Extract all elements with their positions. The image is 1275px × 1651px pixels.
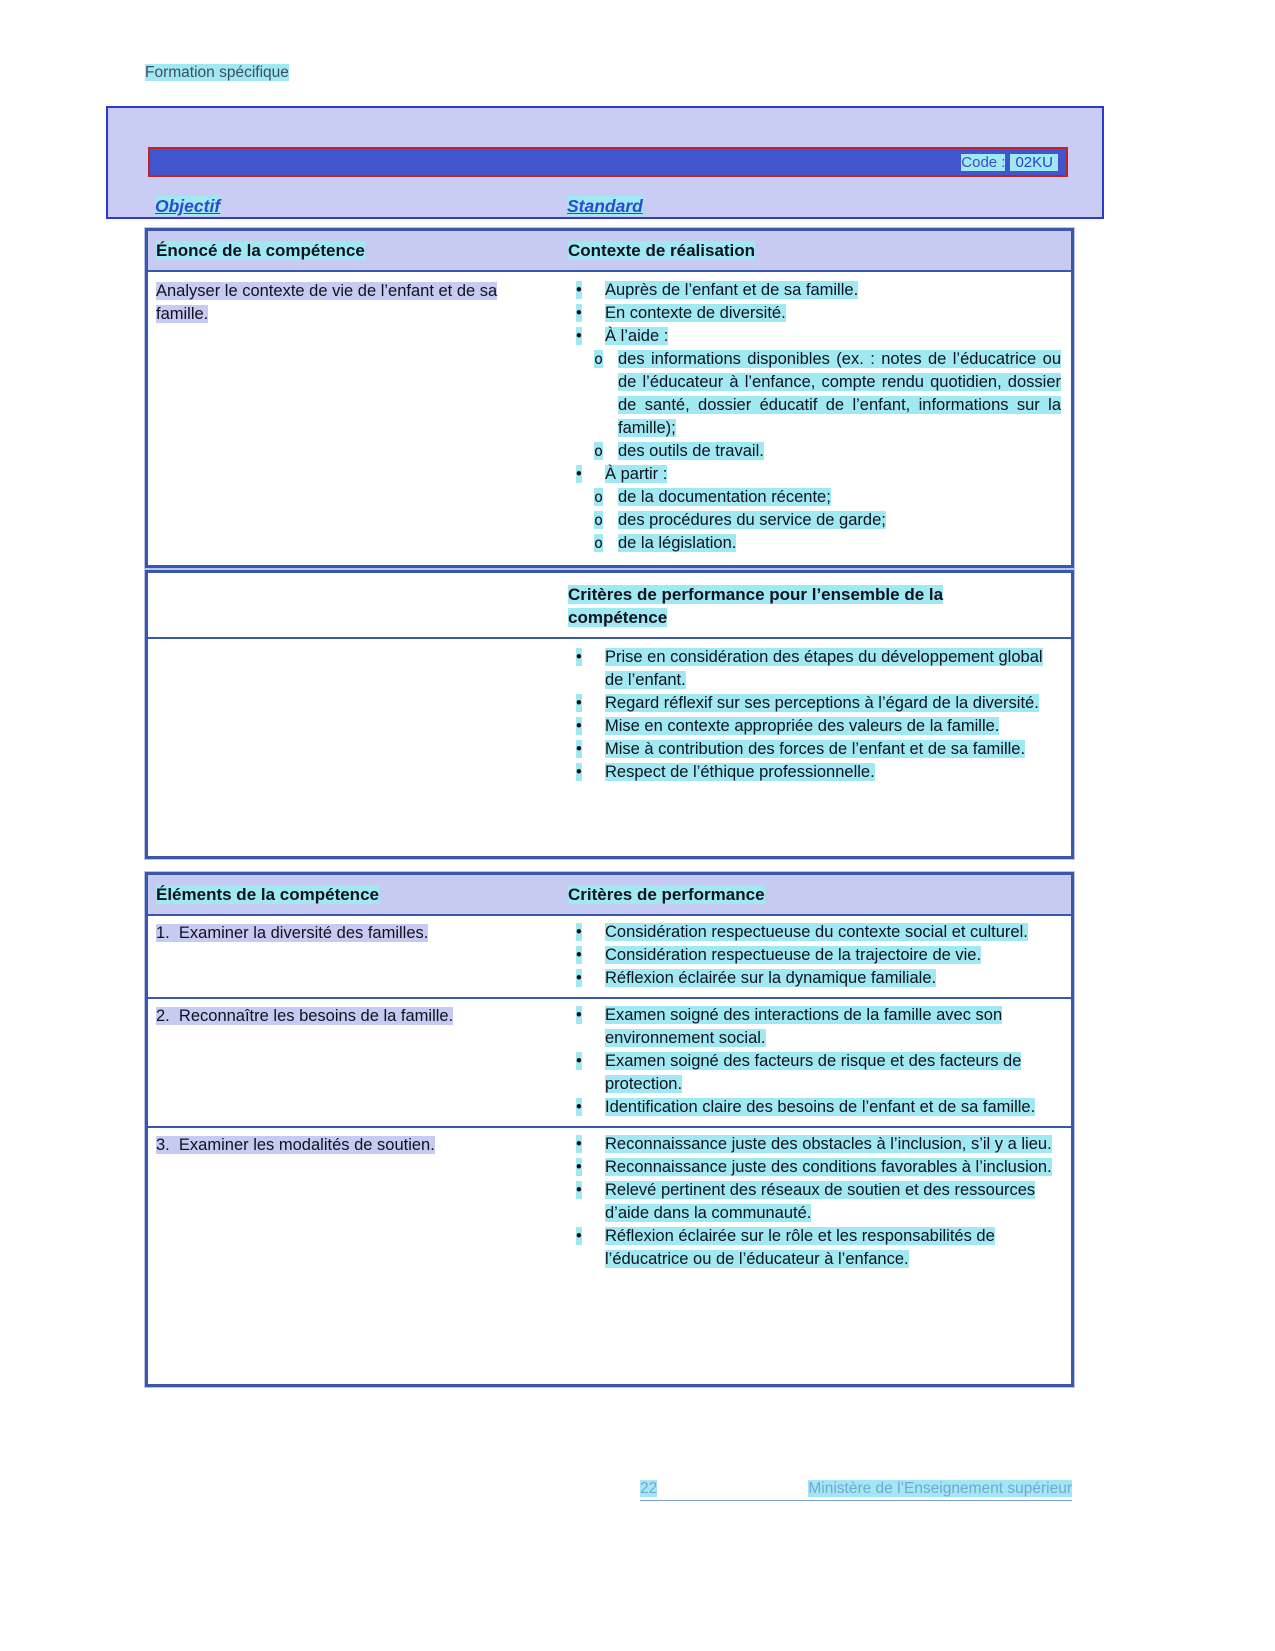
objectif-heading	[155, 196, 220, 217]
col-header-criteres	[568, 883, 1063, 906]
list-item	[568, 738, 1061, 761]
circle-marker: o	[594, 442, 604, 460]
element-row-3	[148, 1126, 1071, 1278]
list-item	[568, 348, 1061, 440]
list-item	[568, 463, 1061, 486]
list-item-text: des procédures du service de garde;	[618, 511, 886, 529]
list-item-text: Prise en considération des étapes du développement global de l’enfant.	[605, 648, 1043, 689]
circle-marker: o	[594, 511, 604, 529]
elements-table-header-row	[148, 875, 1071, 916]
element-criteria-list	[568, 921, 1061, 990]
code-value: 02KU	[1010, 154, 1058, 171]
list-item-text: Auprès de l’enfant et de sa famille.	[605, 281, 859, 299]
title-banner	[148, 147, 1068, 177]
list-item	[568, 921, 1061, 944]
overall-criteria-body	[148, 639, 1071, 794]
standard-heading	[567, 196, 643, 217]
list-item-text: Réflexion éclairée sur le rôle et les responsabilités de l’éducatrice ou de l’éducateur à l’enfance.	[605, 1227, 995, 1268]
circle-marker: o	[594, 534, 604, 552]
list-item	[568, 302, 1061, 325]
competence-statement: Analyser le contexte de vie de l’enfant et de sa famille.	[156, 282, 498, 323]
bullet-marker: •	[576, 694, 582, 712]
list-item	[568, 1050, 1061, 1096]
list-item	[568, 944, 1061, 967]
list-item	[568, 692, 1061, 715]
circle-marker: o	[594, 488, 604, 506]
standard-heading-text: Standard	[567, 196, 643, 216]
overall-criteria-header	[568, 583, 1063, 629]
element-label: 2. Reconnaître les besoins de la famille.	[156, 1007, 454, 1025]
list-item-text: Identification claire des besoins de l’enfant et de sa famille.	[605, 1098, 1036, 1116]
list-item	[568, 1156, 1061, 1179]
list-item-text: Reconnaissance juste des obstacles à l’inclusion, s’il y a lieu.	[605, 1135, 1052, 1153]
element-row-2	[148, 997, 1071, 1126]
list-item-text: À l’aide :	[605, 327, 669, 345]
overall-criteria-list	[568, 646, 1061, 784]
element-criteria-list	[568, 1004, 1061, 1119]
bullet-marker: •	[576, 327, 582, 345]
bullet-marker: •	[576, 1227, 582, 1245]
list-item-text: Mise en contexte appropriée des valeurs de la famille.	[605, 717, 1000, 735]
page-footer	[640, 1480, 1072, 1501]
elements-criteria-table	[145, 872, 1074, 1387]
element-label-cell	[156, 921, 568, 990]
empty-header-cell	[156, 583, 568, 629]
bullet-marker: •	[576, 304, 582, 322]
bullet-marker: •	[576, 740, 582, 758]
bullet-marker: •	[576, 465, 582, 483]
bullet-marker: •	[576, 648, 582, 666]
bullet-marker: •	[576, 1158, 582, 1176]
overall-criteria-header-row	[148, 573, 1071, 639]
list-item-text: de la documentation récente;	[618, 488, 831, 506]
list-item-text: Reconnaissance juste des conditions favorables à l’inclusion.	[605, 1158, 1052, 1176]
col-header-enonce	[156, 239, 568, 262]
bullet-marker: •	[576, 1098, 582, 1116]
circle-marker: o	[594, 350, 604, 368]
col-header-enonce-text: Énoncé de la compétence	[156, 241, 365, 260]
ministry-name-text: Ministère de l’Enseignement supérieur	[808, 1480, 1072, 1497]
list-item-text: de la législation.	[618, 534, 737, 552]
bullet-marker: •	[576, 1181, 582, 1199]
col-header-elements	[156, 883, 568, 906]
list-item-text: En contexte de diversité.	[605, 304, 786, 322]
list-item	[568, 1004, 1061, 1050]
col-header-contexte-text: Contexte de réalisation	[568, 241, 756, 260]
list-item-text: Relevé pertinent des réseaux de soutien et des ressources d’aide dans la communauté.	[605, 1181, 1036, 1222]
list-item-text: Examen soigné des interactions de la famille avec son environnement social.	[605, 1006, 1003, 1047]
list-item	[568, 532, 1061, 555]
list-item-text: Mise à contribution des forces de l’enfant et de sa famille.	[605, 740, 1026, 758]
list-item	[568, 279, 1061, 302]
competence-statement-cell	[156, 279, 568, 555]
bullet-marker: •	[576, 1006, 582, 1024]
empty-cell	[156, 646, 568, 784]
list-item-text: Respect de l’éthique professionnelle.	[605, 763, 875, 781]
list-item-text: À partir :	[605, 465, 668, 483]
list-item	[568, 1133, 1061, 1156]
code-label: Code :	[961, 153, 1006, 171]
list-item	[568, 440, 1061, 463]
bullet-marker: •	[576, 281, 582, 299]
competence-context-table	[145, 228, 1074, 568]
bullet-marker: •	[576, 923, 582, 941]
list-item	[568, 1096, 1061, 1119]
list-item	[568, 715, 1061, 738]
list-item-text: Considération respectueuse de la trajectoire de vie.	[605, 946, 982, 964]
page-number-text: 22	[640, 1480, 658, 1497]
bullet-marker: •	[576, 1135, 582, 1153]
bullet-marker: •	[576, 717, 582, 735]
objectif-heading-text: Objectif	[155, 196, 221, 216]
list-item-text: Regard réflexif sur ses perceptions à l’égard de la diversité.	[605, 694, 1039, 712]
list-item	[568, 646, 1061, 692]
competence-table-header-row	[148, 231, 1071, 272]
list-item	[568, 486, 1061, 509]
page-number	[640, 1480, 657, 1498]
list-item-text: des informations disponibles (ex. : notes de l’éducatrice ou de l’éducateur à l’enfance, compte rendu quotidien, dossier de santé, dossier éducatif de l’enfant, informations sur la famille);	[618, 350, 1061, 437]
element-label: 3. Examiner les modalités de soutien.	[156, 1136, 435, 1154]
title-banner-box	[106, 106, 1104, 219]
overall-criteria-header-text: Critères de performance pour l’ensemble de la compétence	[568, 585, 944, 627]
list-item	[568, 1225, 1061, 1271]
list-item	[568, 509, 1061, 532]
context-list	[568, 279, 1061, 555]
list-item-text: des outils de travail.	[618, 442, 764, 460]
section-label-text: Formation spécifique	[145, 64, 289, 81]
overall-criteria-table	[145, 570, 1074, 859]
list-item	[568, 325, 1061, 348]
list-item-text: Réflexion éclairée sur la dynamique familiale.	[605, 969, 937, 987]
bullet-marker: •	[576, 946, 582, 964]
list-item-text: Considération respectueuse du contexte social et culturel.	[605, 923, 1028, 941]
col-header-contexte	[568, 239, 1063, 262]
competence-table-body	[148, 272, 1071, 565]
element-label: 1. Examiner la diversité des familles.	[156, 924, 429, 942]
element-criteria-list	[568, 1133, 1061, 1271]
list-item	[568, 761, 1061, 784]
element-label-cell	[156, 1133, 568, 1271]
list-item-text: Examen soigné des facteurs de risque et des facteurs de protection.	[605, 1052, 1022, 1093]
list-item	[568, 967, 1061, 990]
list-item	[568, 1179, 1061, 1225]
col-header-elements-text: Éléments de la compétence	[156, 885, 379, 904]
col-header-criteres-text: Critères de performance	[568, 885, 765, 904]
bullet-marker: •	[576, 1052, 582, 1070]
element-row-1	[148, 916, 1071, 997]
section-label	[145, 64, 289, 82]
bullet-marker: •	[576, 969, 582, 987]
bullet-marker: •	[576, 763, 582, 781]
ministry-name	[808, 1480, 1072, 1498]
element-label-cell	[156, 1004, 568, 1119]
